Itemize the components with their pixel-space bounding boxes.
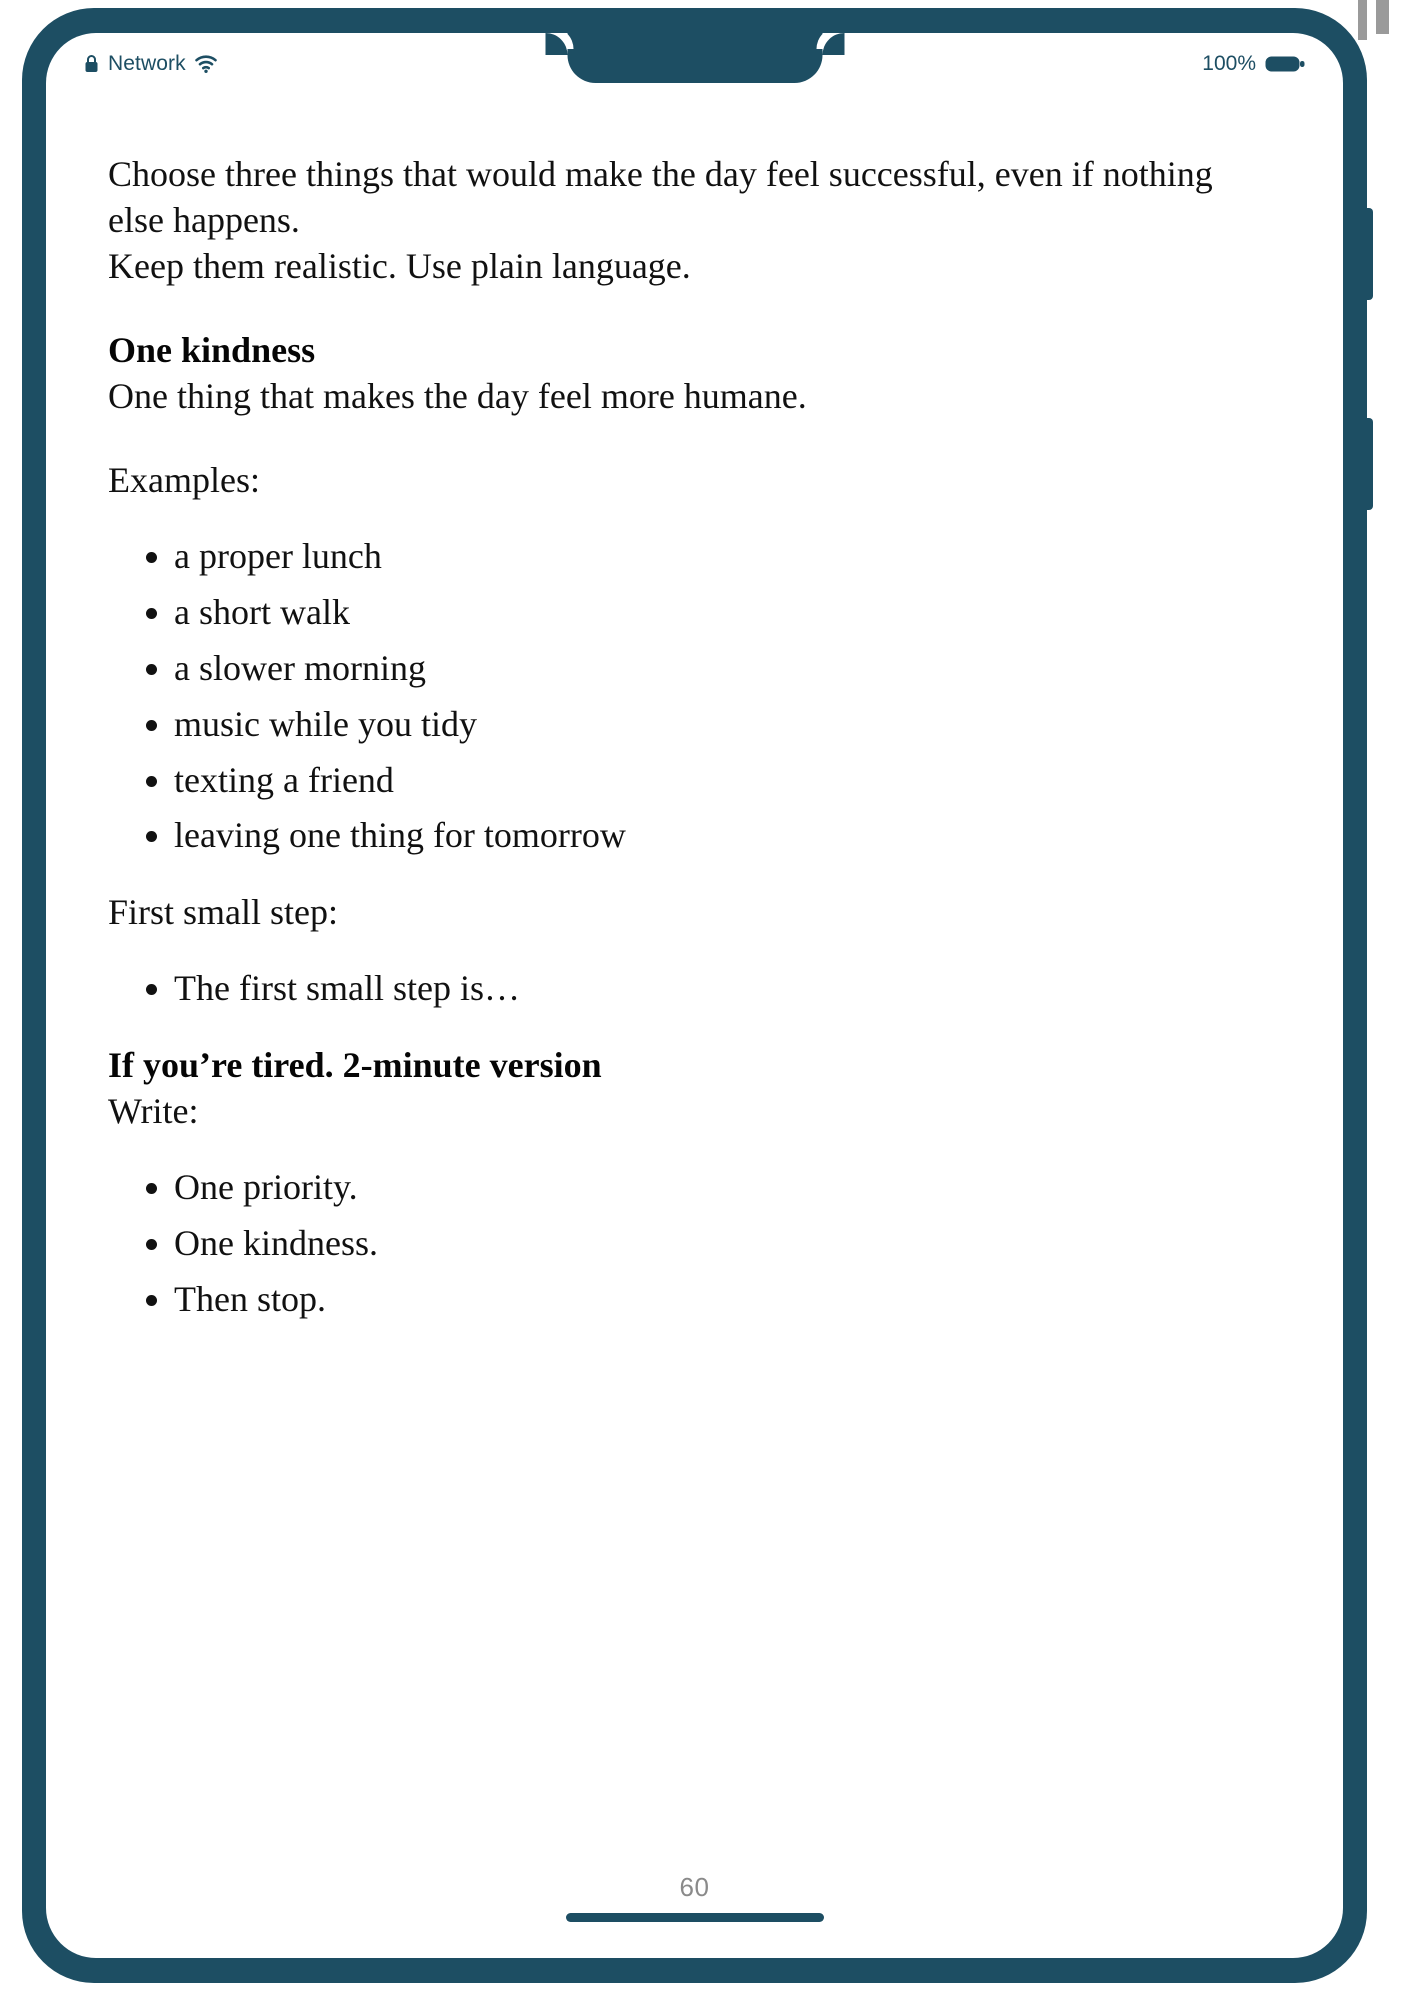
examples-list — [108, 533, 1271, 859]
volume-down-button[interactable] — [1363, 418, 1373, 510]
list-item: • music while you tidy — [174, 701, 1271, 748]
intro-paragraph-2: Keep them realistic. Use plain language. — [108, 246, 691, 287]
document-page — [46, 91, 1343, 1881]
list-item: • a slower morning — [174, 645, 1271, 692]
two-minute-version-list — [108, 1164, 1271, 1322]
examples-label: Examples: — [108, 460, 260, 501]
status-bar-right — [1202, 52, 1305, 76]
intro-paragraph-1: Choose three things that would make the day feel successful, even if nothing else happens. — [108, 154, 1213, 241]
list-item: • texting a friend — [174, 757, 1271, 804]
tablet-device-frame — [22, 8, 1367, 1983]
background-bar-right — [1376, 0, 1389, 34]
section-one-subtitle: One thing that makes the day feel more humane. — [108, 376, 807, 417]
first-small-step-list — [108, 965, 1271, 1012]
home-indicator[interactable] — [566, 1913, 824, 1922]
battery-full-icon — [1265, 54, 1305, 74]
section-heading-one-kindness: One kindness — [108, 330, 316, 371]
battery-percent-label: 100% — [1202, 52, 1256, 75]
carrier-label: Network — [108, 52, 186, 75]
list-item: • One kindness. — [174, 1220, 1271, 1267]
list-item: • leaving one thing for tomorrow — [174, 812, 1271, 859]
list-item: • a short walk — [174, 589, 1271, 636]
list-item: • One priority. — [174, 1164, 1271, 1211]
background-bar-left — [1358, 0, 1367, 40]
page-footer — [46, 1872, 1343, 1922]
volume-up-button[interactable] — [1363, 208, 1373, 300]
first-small-step-label: First small step: — [108, 892, 339, 933]
list-item: • Then stop. — [174, 1276, 1271, 1323]
page-number: 60 — [679, 1872, 710, 1902]
wifi-icon — [195, 55, 217, 73]
section-heading-if-youre-tired: If you’re tired. 2-minute version — [108, 1045, 602, 1086]
list-item: • The first small step is… — [174, 965, 1271, 1012]
lock-icon — [84, 54, 99, 74]
status-bar-left — [84, 52, 217, 76]
device-notch — [567, 33, 822, 83]
tablet-screen — [46, 33, 1343, 1958]
section-two-subtitle: Write: — [108, 1091, 199, 1132]
list-item: • a proper lunch — [174, 533, 1271, 580]
